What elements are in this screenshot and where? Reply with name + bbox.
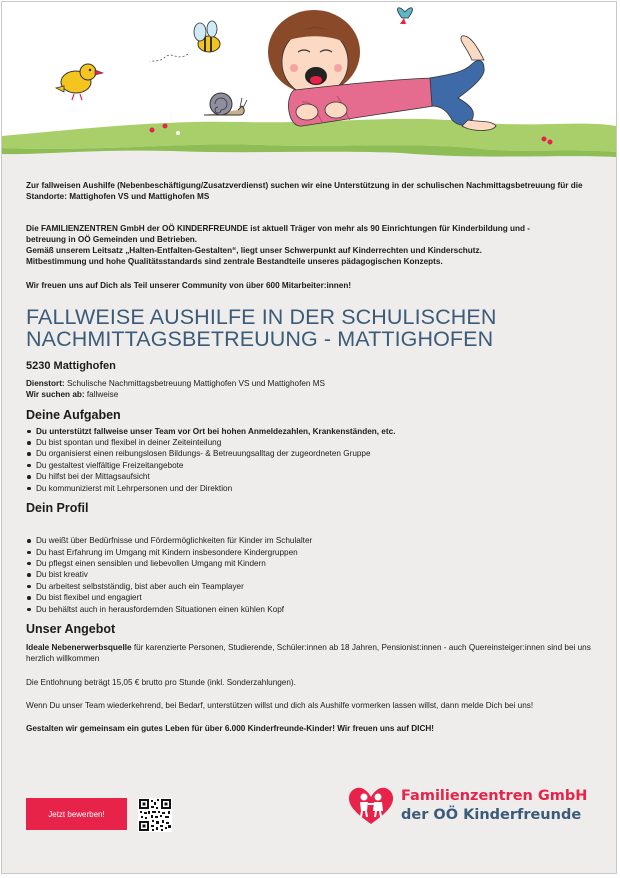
job-posting-page	[1, 1, 617, 874]
intro-paragraph-2-line-4: Mitbestimmung und hohe Qualitätsstandards sind zentrale Bestandteile unseres pädagogischen Konzepts.	[26, 257, 443, 267]
list-item: Du pflegst einen sensiblen und liebevollen Umgang mit Kindern	[36, 558, 592, 569]
list-item: Du bist kreativ	[36, 569, 592, 580]
job-title-line-1: FALLWEISE AUSHILFE IN DER SCHULISCHEN	[26, 305, 497, 330]
aufgaben-list	[26, 426, 592, 494]
intro-paragraph-1: Zur fallweisen Aushilfe (Nebenbeschäftigung/Zusatzverdienst) suchen wir eine Unterstützung in der schulischen Nachmittagsbetreuung für die Standorte: Mattighofen VS und Mattighofen MS	[26, 181, 583, 202]
dienstort-label: Dienstort:	[26, 379, 65, 389]
job-title	[26, 306, 592, 350]
angebot-highlight: Ideale Nebenerwerbsquelle	[26, 642, 132, 652]
profil-list	[26, 535, 592, 615]
dienstort-line	[26, 378, 592, 389]
start-label: Wir suchen ab:	[26, 390, 85, 400]
logo-text-line-2: der OÖ Kinderfreunde	[401, 807, 582, 823]
location-heading: 5230 Mattighofen	[26, 360, 116, 373]
list-item: Du bist flexibel und engagiert	[36, 592, 592, 603]
dienstort-value: Schulische Nachmittagsbetreuung Mattighofen VS und Mattighofen MS	[64, 379, 326, 389]
list-item: Du kommunizierst mit Lehrpersonen und der Direktion	[36, 483, 592, 494]
company-logo	[347, 786, 592, 828]
apply-button[interactable]: Jetzt bewerben!	[26, 798, 127, 830]
kinderfreunde-heart-icon	[347, 786, 395, 826]
intro-paragraph-2-line-1: Die FAMILIENZENTREN GmbH der OÖ KINDERFREUNDE ist aktuell Träger von mehr als 90 Einrichtungen für Kinderbildung und -	[26, 223, 531, 233]
start-line	[26, 389, 592, 400]
list-item: Du arbeitest selbstständig, bist aber auch ein Teamplayer	[36, 581, 592, 592]
logo-text-line-1: Familienzentren GmbH	[401, 788, 588, 804]
intro-paragraph-2-line-2: betreuung in OÖ Gemeinden und Betrieben.	[26, 234, 198, 244]
job-title-line-2: NACHMITTAGSBETREUUNG - MATTIGHOFEN	[26, 327, 494, 352]
angebot-salary: Die Entlohnung beträgt 15,05 € brutto pro Stunde (inkl. Sonderzahlungen).	[26, 677, 296, 687]
intro-paragraph-2-line-3: Gemäß unserem Leitsatz „Halten-Entfalten-Gestalten“, liegt unser Schwerpunkt auf Kinderrechten und Kinderschutz.	[26, 246, 482, 256]
intro-paragraph-3: Wir freuen uns auf Dich als Teil unserer Community von über 600 Mitarbeiter:innen!	[26, 280, 352, 290]
list-item: Du bist spontan und flexibel in deiner Zeiteinteilung	[36, 437, 592, 448]
list-item: Du gestaltest vielfältige Freizeitangebote	[36, 460, 592, 471]
list-item: Du organisierst einen reibungslosen Bildungs- & Betreuungsalltag der zugeordneten Gruppe	[36, 448, 592, 459]
start-value: fallweise	[84, 390, 119, 400]
list-item: Du unterstützt fallweise unser Team vor Ort bei hohen Anmeldezahlen, Krankenständen, etc.	[36, 426, 592, 437]
angebot-closing: Gestalten wir gemeinsam ein gutes Leben für über 6.000 Kinderfreunde-Kinder! Wir freuen uns auf DICH!	[26, 724, 435, 734]
list-item: Du hast Erfahrung im Umgang mit Kindern insbesondere Kindergruppen	[36, 547, 592, 558]
angebot-paragraph-1-text: für karenzierte Personen, Studierende, Schüler:innen ab 18 Jahren, Pensionist:innen - auch Quereinsteiger:innen sind bei uns herzlich willkommen	[26, 642, 591, 664]
content-area	[26, 180, 592, 734]
angebot-paragraph-1	[26, 642, 592, 665]
aufgaben-heading: Deine Aufgaben	[26, 407, 121, 422]
angebot-heading: Unser Angebot	[26, 621, 116, 636]
list-item: Du behältst auch in herausfordernden Situationen einen kühlen Kopf	[36, 604, 592, 615]
profil-heading: Dein Profil	[26, 501, 89, 516]
list-item: Du weißt über Bedürfnisse und Fördermöglichkeiten für Kinder im Schulalter	[36, 535, 592, 546]
hero-illustration	[2, 2, 616, 167]
list-item: Du hilfst bei der Mittagsaufsicht	[36, 471, 592, 482]
qr-code-icon[interactable]	[138, 798, 172, 832]
angebot-paragraph-3: Wenn Du unser Team wiederkehrend, bei Bedarf, unterstützen willst und dich als Aushilfe vormerken lassen willst, dann melde Dich bei uns!	[26, 700, 534, 710]
